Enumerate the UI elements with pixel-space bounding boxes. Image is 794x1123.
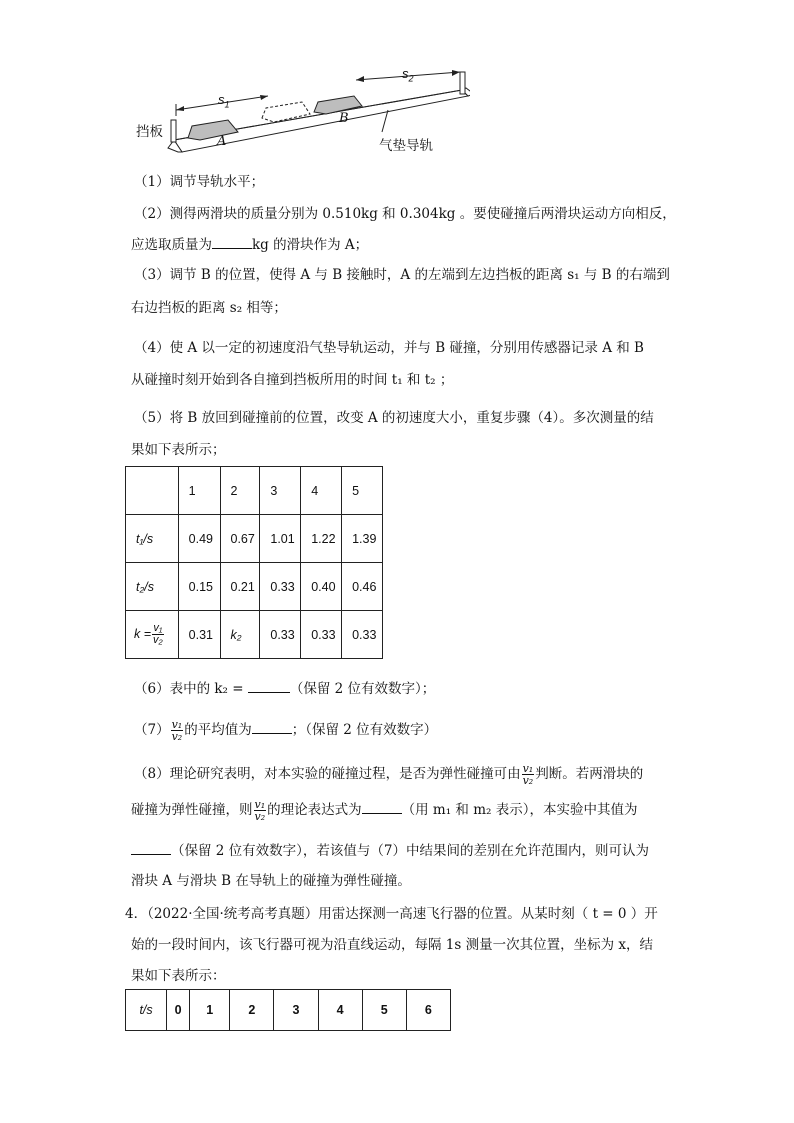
step-1: （1）调节导轨水平； bbox=[134, 174, 265, 190]
table-cell: 0.21 bbox=[220, 563, 260, 611]
table-cell: 0.49 bbox=[178, 515, 220, 563]
step-8-line-a: （8）理论研究表明，对本实验的碰撞过程，是否为弹性碰撞可由 $\frac{\text{v₁}}{\text{v₂}}$ 判断。若两滑块的 bbox=[134, 762, 644, 787]
table-cell: 3 bbox=[260, 467, 301, 515]
table-cell: 0.33 bbox=[260, 611, 301, 659]
label-slider-B: B bbox=[339, 111, 349, 126]
table-cell: 5 bbox=[342, 467, 383, 515]
table-cell: 2 bbox=[230, 990, 274, 1031]
table-cell: 1 bbox=[178, 467, 220, 515]
table-cell: 4 bbox=[301, 467, 342, 515]
step-3-line-b: 右边挡板的距离 s₂ 相等； bbox=[131, 300, 287, 316]
table-cell: 0.15 bbox=[178, 563, 220, 611]
table-cell: 4 bbox=[318, 990, 362, 1031]
step-5-line-a: （5）将 B 放回到碰撞前的位置，改变 A 的初速度大小，重复步骤（4）。多次测量的结 bbox=[134, 410, 654, 426]
table-cell: 0.33 bbox=[342, 611, 383, 659]
label-s1: $s_1$ bbox=[218, 92, 230, 110]
q4-line-a: 4．（2022·全国·统考高考真题）用雷达探测一高速飞行器的位置。从某时刻（ t = 0 ）开 bbox=[125, 906, 658, 922]
step-8-line-c: （保留 2 位有效数字），若该值与（7）中结果间的差别在允许范围内，则可认为 bbox=[131, 840, 649, 861]
table-cell-k-formula: k = $\frac{\text{v₁}}{\text{v₂}}$ bbox=[126, 611, 179, 659]
table-cell: 1 bbox=[190, 990, 230, 1031]
label-s2: $s_2$ bbox=[402, 66, 414, 84]
table-cell: 1.22 bbox=[301, 515, 342, 563]
table-cell: t₂/s bbox=[126, 563, 179, 611]
label-baffle: 挡板 bbox=[136, 124, 163, 140]
q4-line-c: 果如下表所示： bbox=[131, 968, 226, 984]
table-row bbox=[126, 611, 383, 659]
table-cell: 0.33 bbox=[301, 611, 342, 659]
left-baffle bbox=[171, 120, 176, 142]
table-cell: 0.40 bbox=[301, 563, 342, 611]
label-air-track: 气垫导轨 bbox=[379, 138, 433, 154]
table-cell bbox=[126, 467, 179, 515]
step-3-line-a: （3）调节 B 的位置，使得 A 与 B 接触时，A 的左端到左边挡板的距离 s₁ 与 B 的右端到 bbox=[134, 267, 670, 283]
table-row bbox=[126, 515, 383, 563]
table-cell: 0.46 bbox=[342, 563, 383, 611]
table-cell: 5 bbox=[362, 990, 406, 1031]
table-cell: 1.39 bbox=[342, 515, 383, 563]
table-row bbox=[126, 990, 451, 1031]
table-cell: 6 bbox=[406, 990, 450, 1031]
label-slider-A: A bbox=[217, 134, 227, 149]
step-7: （7） $\frac{\text{v₁}}{\text{v₂}}$ 的平均值为 ；（保留 2 位有效数字） bbox=[134, 718, 438, 743]
step-8-line-b: 碰撞为弹性碰撞，则 $\frac{\text{v₁}}{\text{v₂}}$ 的理论表达式为 （用 m₁ 和 m₂ 表示），本实验中其值为 bbox=[131, 798, 638, 823]
table-cell: 3 bbox=[274, 990, 318, 1031]
table-cell: 2 bbox=[220, 467, 260, 515]
table-cell: t/s bbox=[126, 990, 167, 1031]
table-cell: 1.01 bbox=[260, 515, 301, 563]
table-cell: 0.67 bbox=[220, 515, 260, 563]
step-2-line-b: 应选取质量为 kg 的滑块作为 A； bbox=[131, 234, 368, 255]
step-5-line-b: 果如下表所示； bbox=[131, 442, 226, 458]
right-baffle bbox=[460, 72, 465, 94]
table-row bbox=[126, 563, 383, 611]
step-4-line-b: 从碰撞时刻开始到各自撞到挡板所用的时间 t₁ 和 t₂ ； bbox=[131, 372, 454, 388]
step-6: （6）表中的 k₂ = （保留 2 位有效数字）； bbox=[134, 678, 435, 699]
step-4-line-a: （4）使 A 以一定的初速度沿气垫导轨运动，并与 B 碰撞，分别用传感器记录 A 和 B bbox=[134, 340, 644, 356]
table-row bbox=[126, 467, 383, 515]
table-cell: 0.31 bbox=[178, 611, 220, 659]
table-cell: 0.33 bbox=[260, 563, 301, 611]
data-table-1 bbox=[125, 466, 383, 659]
step-8-line-d: 滑块 A 与滑块 B 在导轨上的碰撞为弹性碰撞。 bbox=[131, 873, 411, 889]
table-cell: t₁/s bbox=[126, 515, 179, 563]
step-2-line-a: （2）测得两滑块的质量分别为 0.510kg 和 0.304kg 。要使碰撞后两滑块运动方向相反， bbox=[134, 206, 676, 222]
table-cell: k₂ bbox=[220, 611, 260, 659]
q4-line-b: 始的一段时间内，该飞行器可视为沿直线运动，每隔 1s 测量一次其位置，坐标为 x，结 bbox=[131, 937, 654, 953]
table-cell: 0 bbox=[167, 990, 190, 1031]
data-table-2 bbox=[125, 989, 451, 1031]
